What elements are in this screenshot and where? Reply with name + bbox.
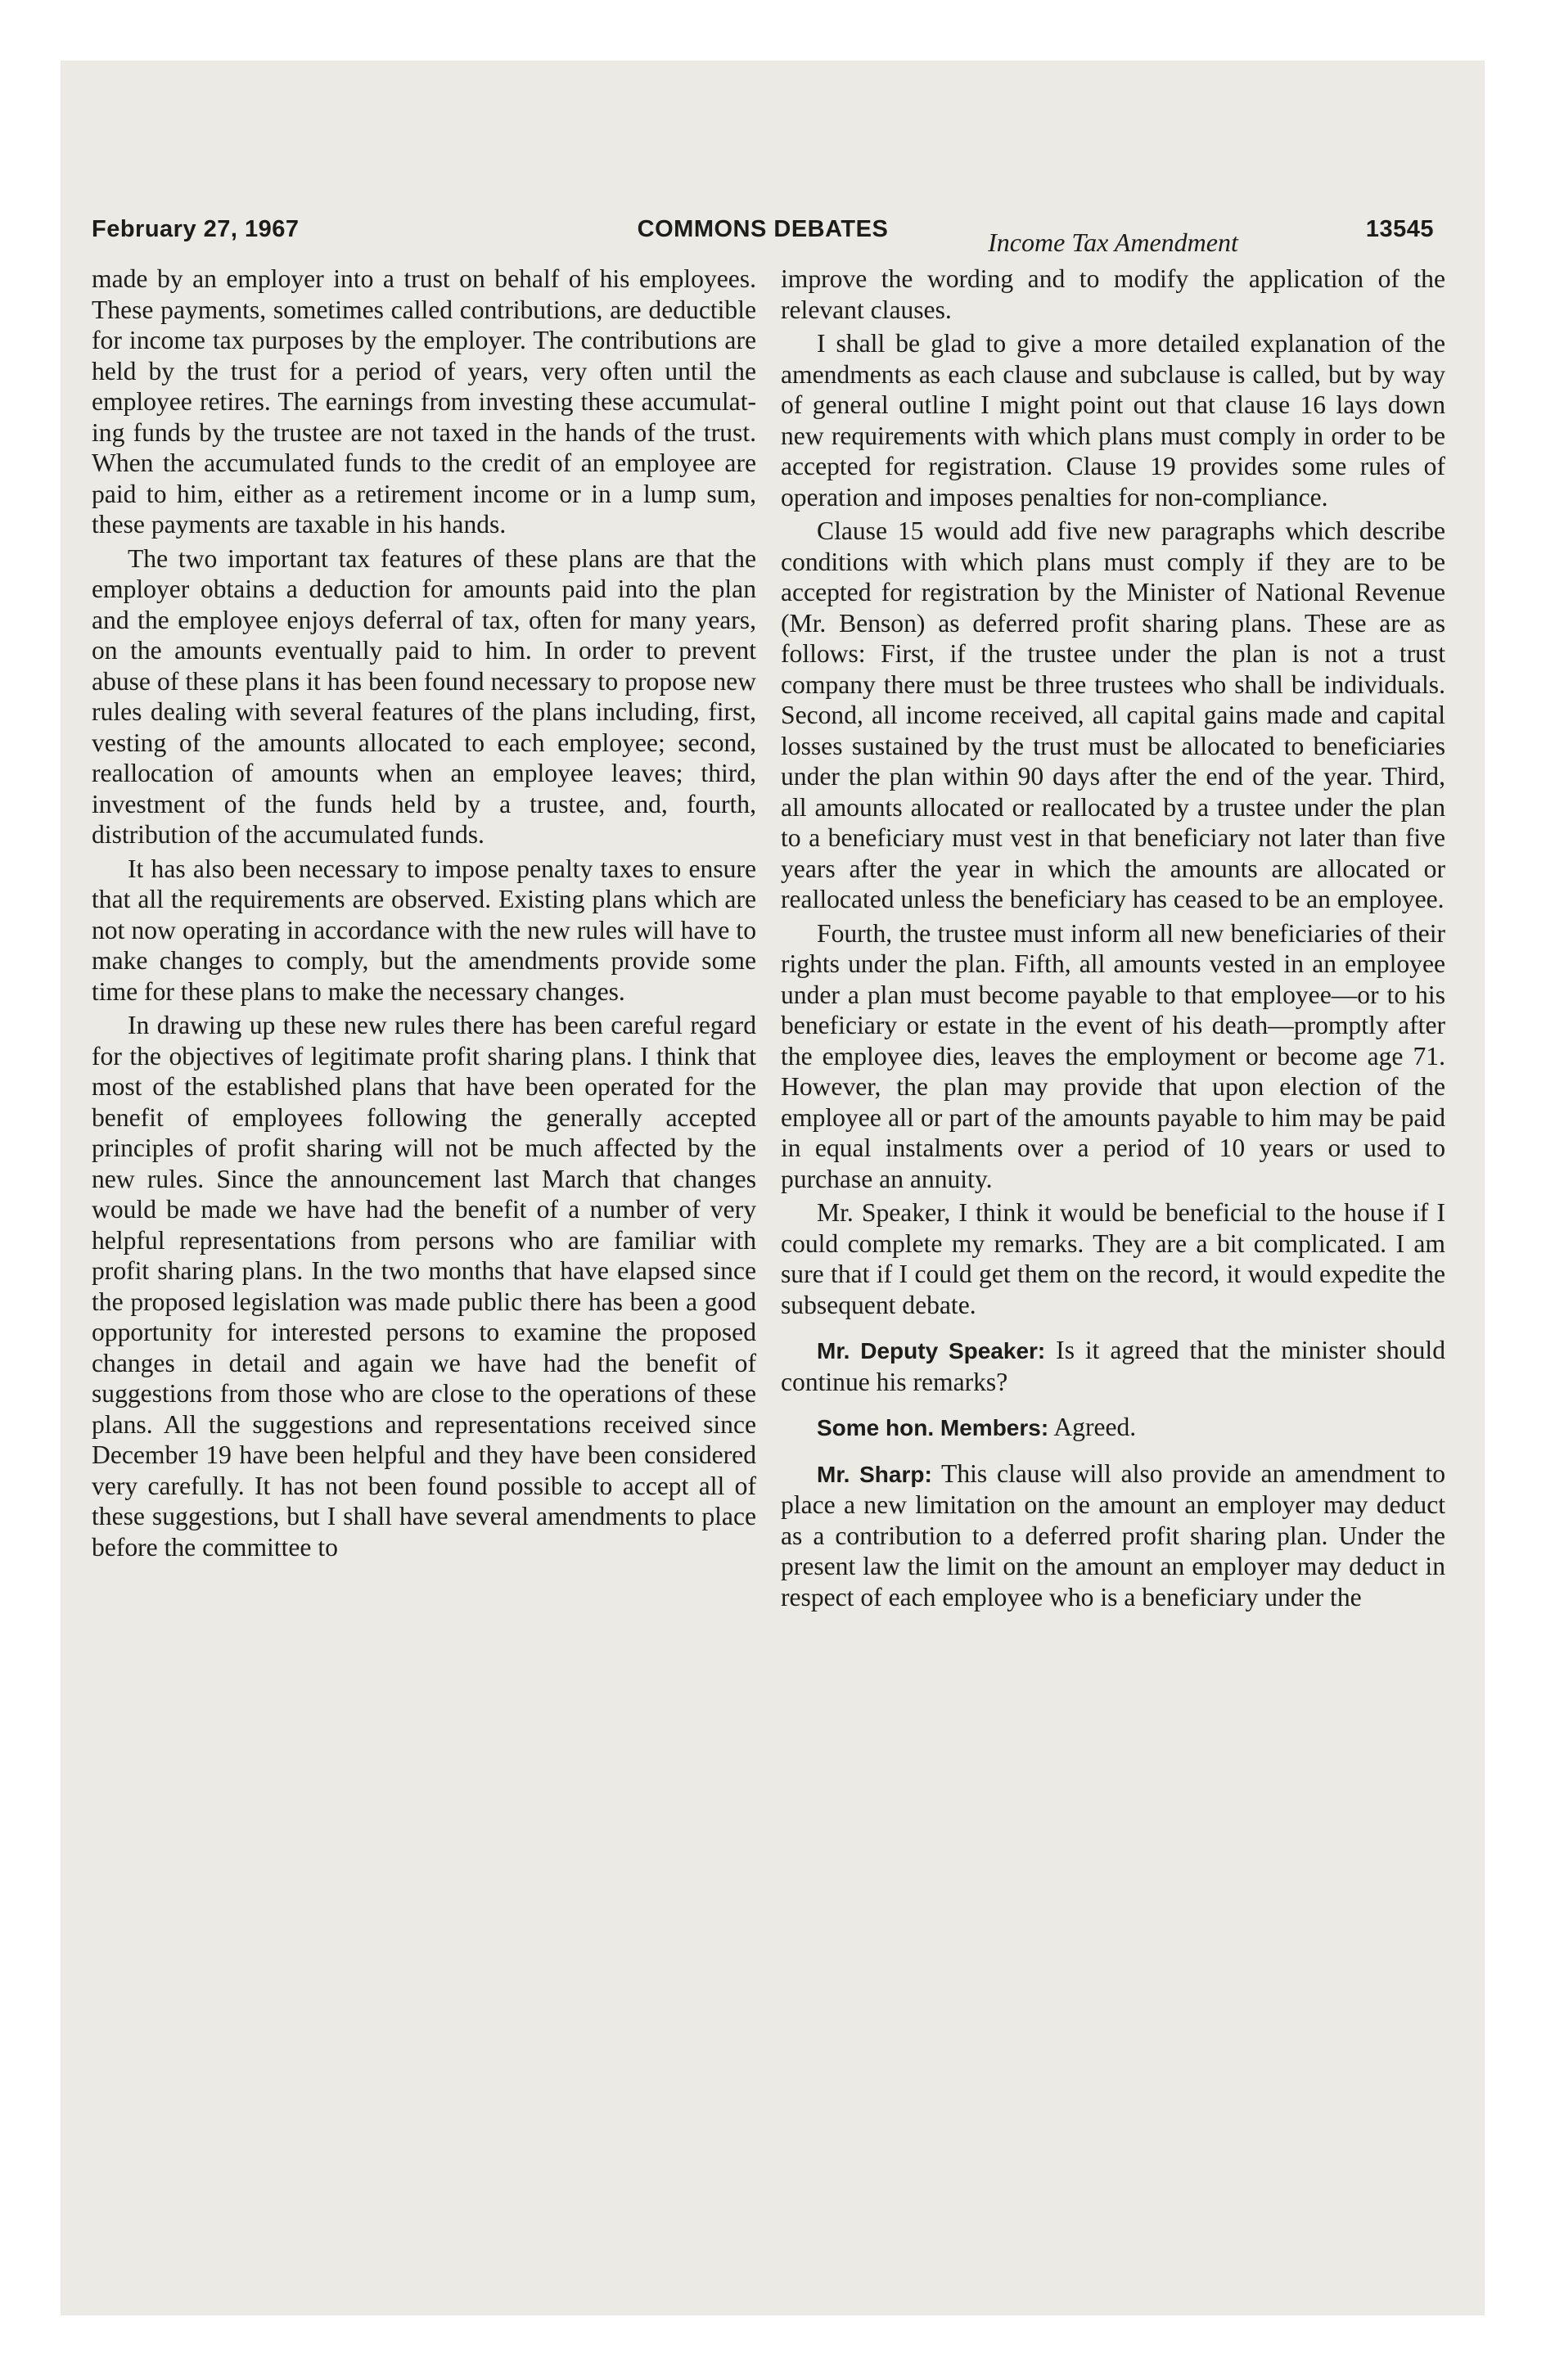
document-page bbox=[92, 216, 1446, 2197]
speech-paragraph bbox=[781, 1412, 1445, 1444]
paragraph: The two important tax features of these plans are that the employer obtains a deduction for amounts paid into the plan and the employee enjoys deferral of tax, often for many years, on the amounts eventually paid to him. In order to prevent abuse of these plans it has been found necessary to propose new rules dealing with several features of the plans including, first, vesting of the amounts allocated to each employee; second, reallocation of amounts when an employee leaves; third, investment of the funds held by a trustee, and, fourth, distribution of the accumulated funds. bbox=[92, 543, 756, 849]
speaker-name: Mr. Deputy Speaker: bbox=[817, 1338, 1046, 1364]
paragraph: made by an employer into a trust on behalf of his employees. These payments, sometimes called contributions, are deductible for income tax purposes by the employer. The contributions are held by the trust for a period of years, very often until the employee retires. The earnings from investing these accumulating funds by the trustee are not taxed in the hands of the trust. When the accumulated funds to the credit of an employee are paid to him, either as a retirement income or in a lump sum, these payments are taxable in his hands. bbox=[92, 264, 756, 539]
paragraph: Clause 15 would add five new paragraphs which describe conditions with which plans must comply if they are to be accepted for registration by the Minister of National Revenue (Mr. Benson) as deferred profit sharing plans. These are as follows: First, if the trustee under the plan is not a trust company there must be three trustees who shall be individuals. Second, all income received, all capital gains made and capital losses sustained by the trust must be allocated to beneficiaries under the plan within 90 days after the end of the year. Third, all amounts allocated or reallocated by a trustee under the plan to a beneficiary must vest in that beneficiary not later than five years after the year in which the amounts are allocated or reallocated unless the beneficiary has ceased to be an employee. bbox=[781, 516, 1445, 913]
header-date: February 27, 1967 bbox=[92, 216, 300, 242]
paragraph: In drawing up these new rules there has been careful regard for the objectives of legitimate profit sharing plans. I think that most of the established plans that have been operated for the benefit of employees following the generally accepted principles of profit sharing will not be much affected by the new rules. Since the announcement last March that changes would be made we have had the benefit of a number of very helpful representations from persons who are familiar with profit sharing plans. In the two months that have elapsed since the proposed legislation was made public there has been a good opportunity for interested persons to examine the proposed changes in detail and again we have had the benefit of suggestions from those who are close to the operations of these plans. All the suggestions and representations received since December 19 have been helpful and they have been considered very carefully. It has not been found possible to accept all of these suggestions, but I shall have several amendments to place before the committee to bbox=[92, 1011, 756, 1562]
speech-text: This clause will also provide an amendment to place a new limitation on the amount an employer may deduct as a contribution to a deferred profit sharing plan. Under the present law the limit on the amount an employer may deduct in respect of each employee who is a beneficiary under the bbox=[781, 1458, 1445, 1611]
speech-text: Is it agreed that the minister should continue his remarks? bbox=[781, 1336, 1446, 1396]
section-subheading: Income Tax Amendment bbox=[988, 228, 1238, 257]
header-publication: COMMONS DEBATES bbox=[637, 216, 889, 242]
speaker-name: Some hon. Members: bbox=[817, 1415, 1049, 1440]
paragraph: I shall be glad to give a more detailed explanation of the amendments as each clause and subclause is called, but by way of general outline I might point out that clause 16 lays down new requirements with which plans must comply in order to be accepted for registration. Clause 19 provides some rules of operation and imposes penalties for non-compliance. bbox=[781, 329, 1445, 512]
paragraph: improve the wording and to modify the application of the relevant clauses. bbox=[781, 264, 1445, 324]
paragraph: It has also been necessary to impose penalty taxes to ensure that all the requirements are observed. Existing plans which are not now operating in accordance with the new rules will have to make changes to comply, but the amendments provide some time for these plans to make the necessary changes. bbox=[92, 854, 756, 1006]
speech-paragraph bbox=[781, 1335, 1445, 1397]
speaker-name: Mr. Sharp: bbox=[817, 1461, 932, 1487]
speech-paragraph bbox=[781, 1458, 1445, 1613]
speech-text: Agreed. bbox=[1048, 1413, 1137, 1441]
paragraph: Fourth, the trustee must inform all new beneficiaries of their rights under the plan. Fifth, all amounts vested in an employee under a plan must become payable to that employee—or to his beneficiary or estate in the event of his death—promptly after the employee dies, leaves the employment or become age 71. However, the plan may provide that upon election of the employee all or part of the amounts payable to him may be paid in equal instalments over a period of 10 years or used to purchase an annuity. bbox=[781, 918, 1445, 1193]
right-column bbox=[781, 226, 1445, 1616]
paragraph: Mr. Speaker, I think it would be beneficial to the house if I could complete my remarks. They are a bit complicated. I am sure that if I could get them on the record, it would expedite the subsequent debate. bbox=[781, 1198, 1445, 1319]
left-column bbox=[92, 264, 756, 1566]
header-page-number: 13545 bbox=[1365, 216, 1434, 242]
